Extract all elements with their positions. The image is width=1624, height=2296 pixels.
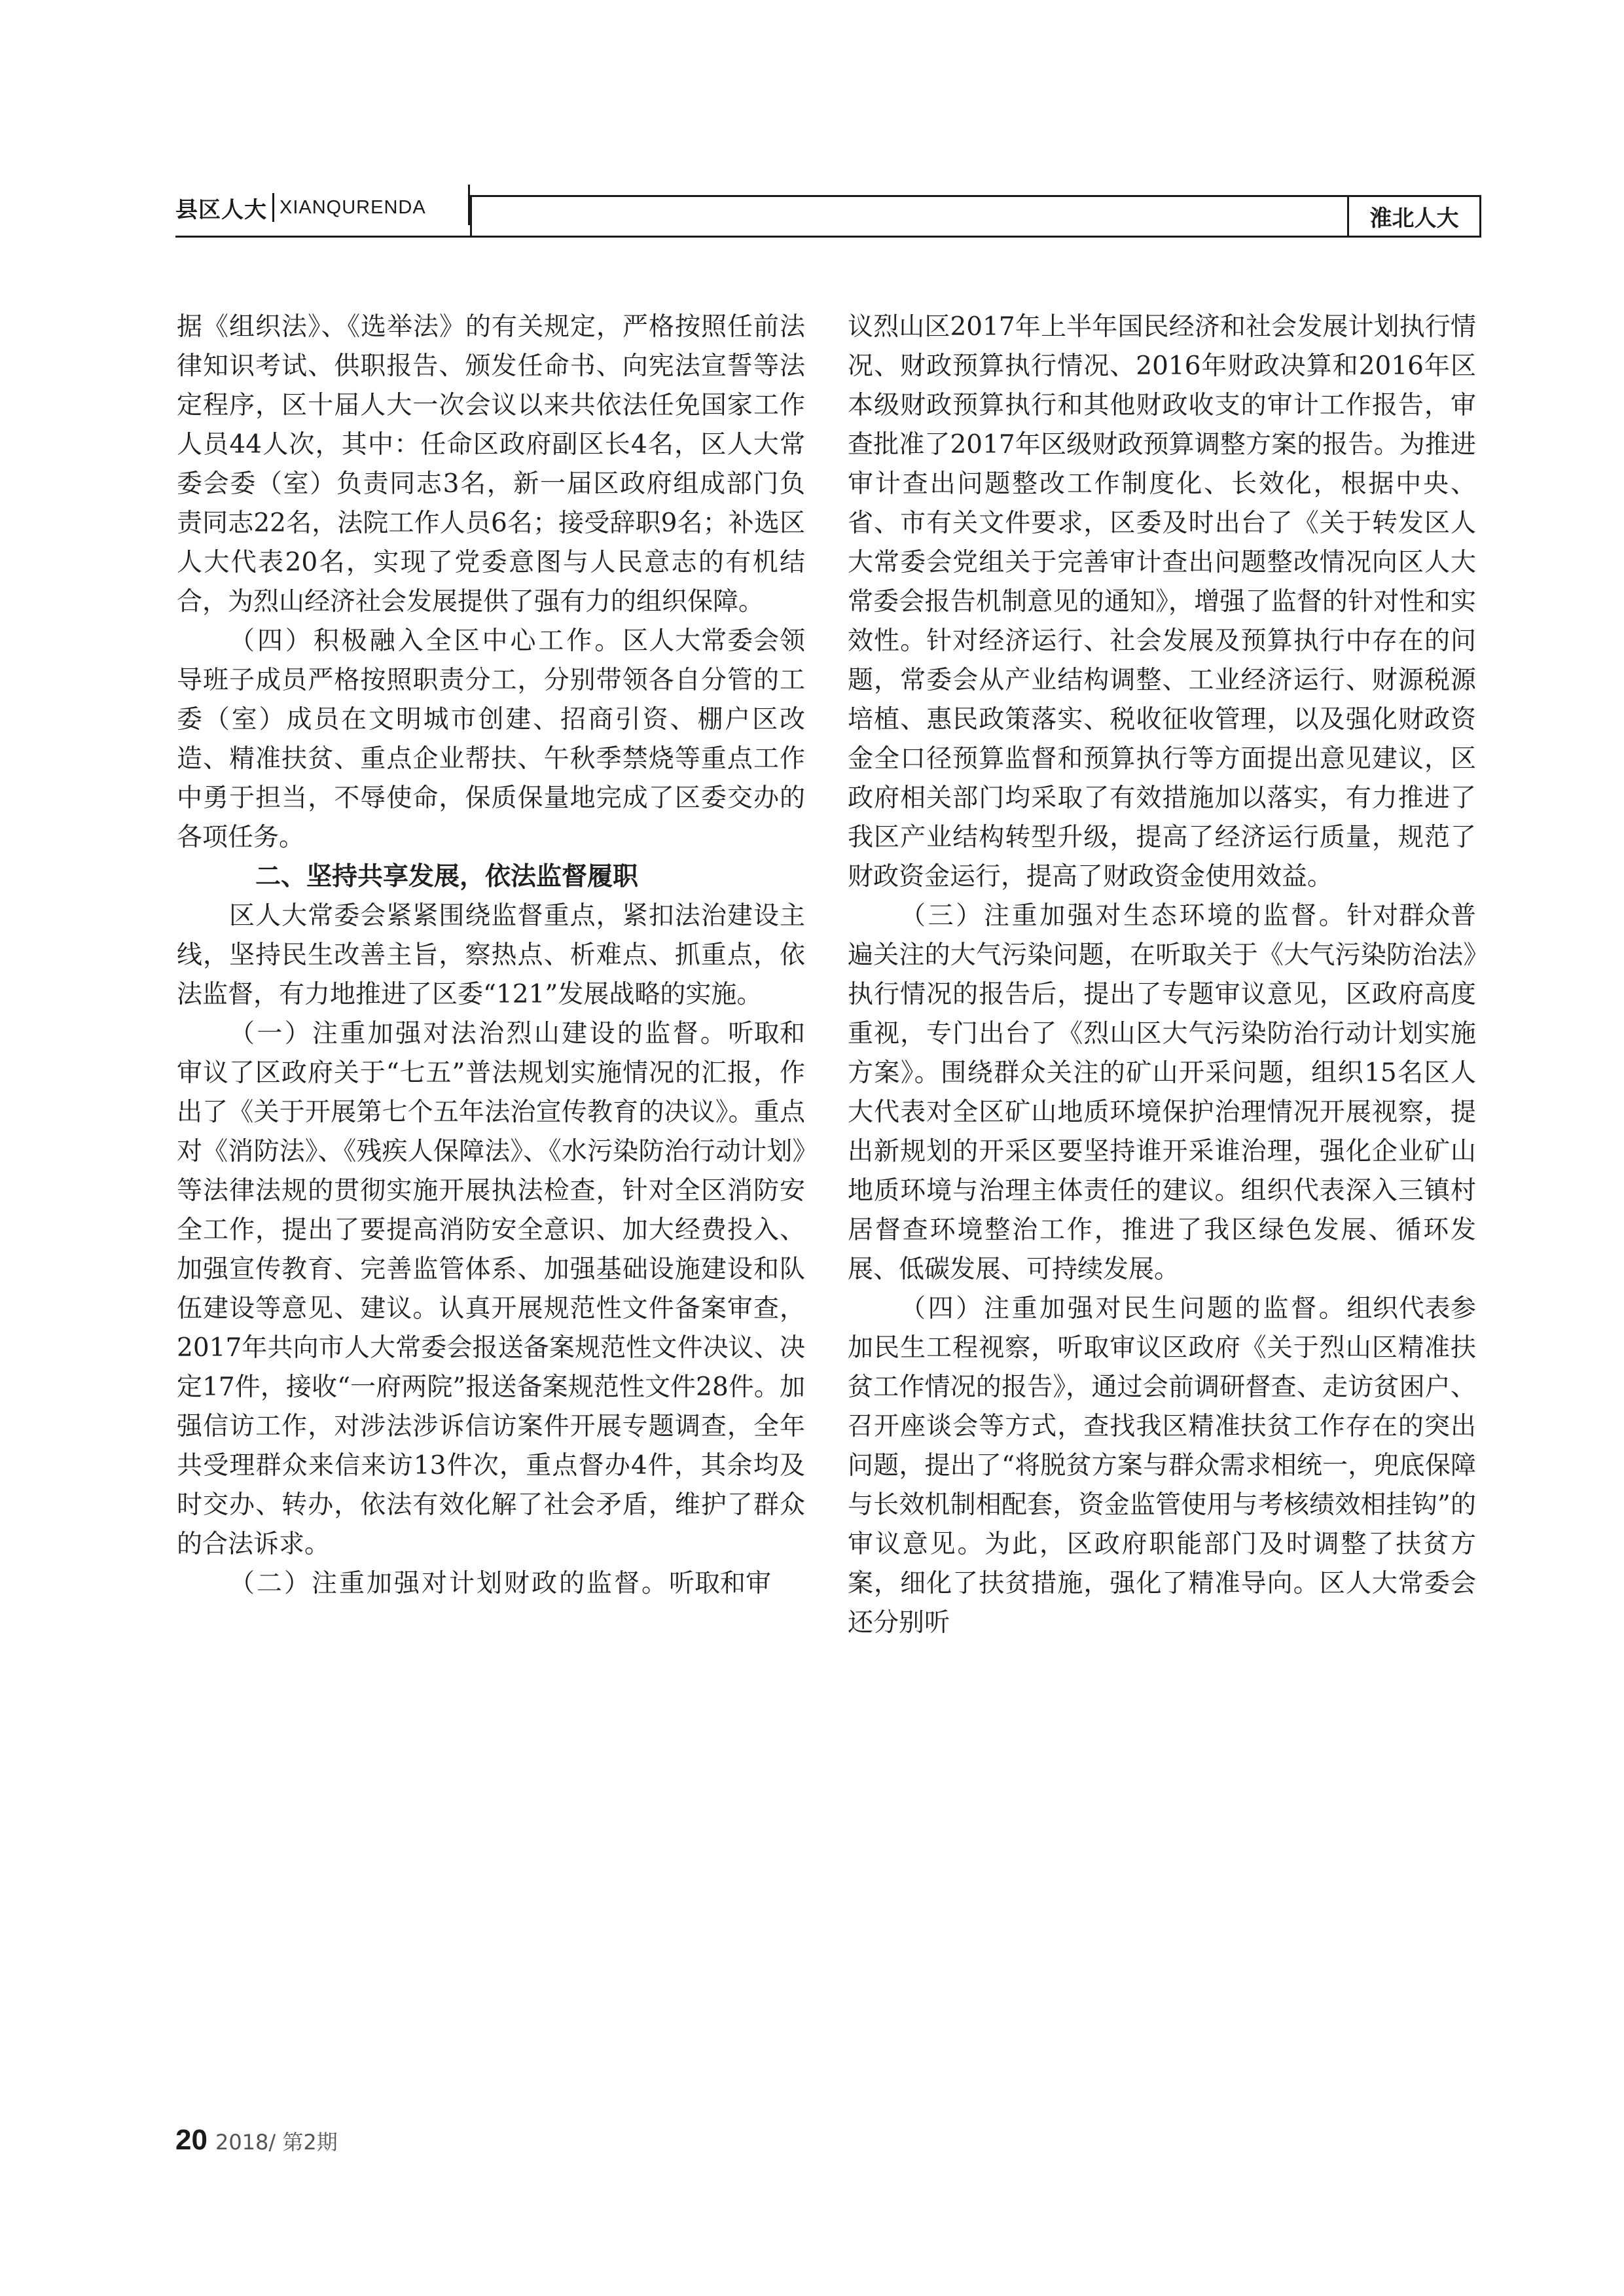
paragraph <box>177 1014 805 1564</box>
paragraph-body: 针对群众普遍关注的大气污染问题，在听取关于《大气污染防治法》执行情况的报告后，提出了专题审议意见，区政府高度重视，专门出台了《烈山区大气污染防治行动计划实施方案》。围绕群众关注的矿山开采问题，组织15名区人大代表对全区矿山地质环境保护治理情况开展视察，提出新规划的开采区要坚持谁开采谁治理，强化企业矿山地质环境与治理主体责任的建议。组织代表深入三镇村居督查环境整治工作，推进了我区绿色发展、循环发展、低碳发展、可持续发展。 <box>848 901 1476 1284</box>
paragraph: 区人大常委会紧紧围绕监督重点，紧扣法治建设主线，坚持民生改善主旨，察热点、析难点、抓重点，依法监督，有力地推进了区委“121”发展战略的实施。 <box>177 901 805 1009</box>
header-rule-top <box>470 195 1481 197</box>
paragraph: 据《组织法》、《选举法》的有关规定，严格按照任前法律知识考试、供职报告、颁发任命书、向宪法宣誓等法定程序，区十届人大一次会议以来共依法任免国家工作人员44人次，其中：任命区政府副区长4名，区人大常委会委（室）负责同志3名，新一届区政府组成部门负责同志22名，法院工作人员6名；接受辞职9名；补选区人大代表20名，实现了党委意图与人民意志的有机结合，为烈山经济社会发展提供了强有力的组织保障。 <box>177 312 805 617</box>
header-divider <box>470 195 472 236</box>
magazine-name: 淮北人大 <box>1369 205 1459 232</box>
paragraph-body: 区人大常委会领导班子成员严格按照职责分工，分别带领各自分管的工委（室）成员在文明城市创建、招商引资、棚户区改造、精准扶贫、重点企业帮扶、午秋季禁烧等重点工作中勇于担当，不辱使命，保质保量地完成了区委交办的各项任务。 <box>177 626 805 852</box>
page-footer <box>175 2124 338 2157</box>
section-title: 二、坚持共享发展，依法监督履职 <box>255 862 639 891</box>
column-name-en: XIANQURENDA <box>280 196 426 218</box>
header-rule-bottom <box>175 236 1481 238</box>
subsection-lead: （四）注重加强对民生问题的监督。 <box>900 1294 1347 1323</box>
paragraph: 议烈山区2017年上半年国民经济和社会发展计划执行情况、财政预算执行情况、2016年财政决算和2016年区本级财政预算执行和其他财政收支的审计工作报告，审查批准了2017年区级财政预算调整方案的报告。为推进审计查出问题整改工作制度化、长效化，根据中央、省、市有关文件要求，区委及时出台了《关于转发区人大常委会党组关于完善审计查出问题整改情况向区人大常委会报告机制意见的通知》，增强了监督的针对性和实效性。针对经济运行、社会发展及预算执行中存在的问题，常委会从产业结构调整、工业经济运行、财源税源培植、惠民政策落实、税收征收管理，以及强化财政资金全口径预算监督和预算执行等方面提出意见建议，区政府相关部门均采取了有效措施加以落实，有力推进了我区产业结构转型升级，提高了经济运行质量，规范了财政资金运行，提高了财政资金使用效益。 <box>848 312 1476 891</box>
subsection-lead: （四）积极融入全区中心工作。 <box>229 626 623 656</box>
paragraph <box>848 897 1476 1289</box>
header-column-label <box>175 185 426 230</box>
paragraph <box>177 622 805 857</box>
column-name-cn: 县区人大 <box>175 196 267 223</box>
subsection-lead: （三）注重加强对生态环境的监督。 <box>900 901 1347 931</box>
paragraph <box>848 1289 1476 1643</box>
paragraph-body: 组织代表参加民生工程视察，听取审议区政府《关于烈山区精准扶贫工作情况的报告》，通过会前调研督查、走访贫困户、召开座谈会等方式，查找我区精准扶贫工作存在的突出问题，提出了“将脱贫方案与群众需求相统一，兜底保障与长效机制相配套，资金监管使用与考核绩效相挂钩”的审议意见。为此，区政府职能部门及时调整了扶贫方案，细化了扶贫措施，强化了精准导向。区人大常委会还分别听 <box>848 1294 1476 1638</box>
left-column <box>177 308 805 1604</box>
page-number: 20 <box>175 2124 208 2156</box>
paragraph-body: 听取和审议了区政府关于“七五”普法规划实施情况的汇报，作出了《关于开展第七个五年法治宣传教育的决议》。重点对《消防法》、《残疾人保障法》、《水污染防治行动计划》等法律法规的贯彻实施开展执法检查，针对全区消防安全工作，提出了要提高消防安全意识、加大经费投入、加强宣传教育、完善监管体系、加强基础设施建设和队伍建设等意见、建议。认真开展规范性文件备案审查，2017年共向市人大常委会报送备案规范性文件决议、决定17件，接收“一府两院”报送备案规范性文件28件。加强信访工作，对涉法涉诉信访案件开展专题调查，全年共受理群众来信来访13件次，重点督办4件，其余均及时交办、转办，依法有效化解了社会矛盾，维护了群众的合法诉求。 <box>177 1019 805 1559</box>
column-separator <box>272 193 274 222</box>
header-magazine-box <box>1347 196 1481 236</box>
paragraph <box>177 1564 805 1604</box>
subsection-lead: （一）注重加强对法治烈山建设的监督。 <box>229 1019 729 1049</box>
right-column <box>848 308 1476 1643</box>
issue-label: 2018/ 第2期 <box>215 2130 338 2155</box>
subsection-lead: （二）注重加强对计划财政的监督。 <box>229 1569 670 1598</box>
paragraph-body: 听取和审 <box>669 1569 772 1598</box>
